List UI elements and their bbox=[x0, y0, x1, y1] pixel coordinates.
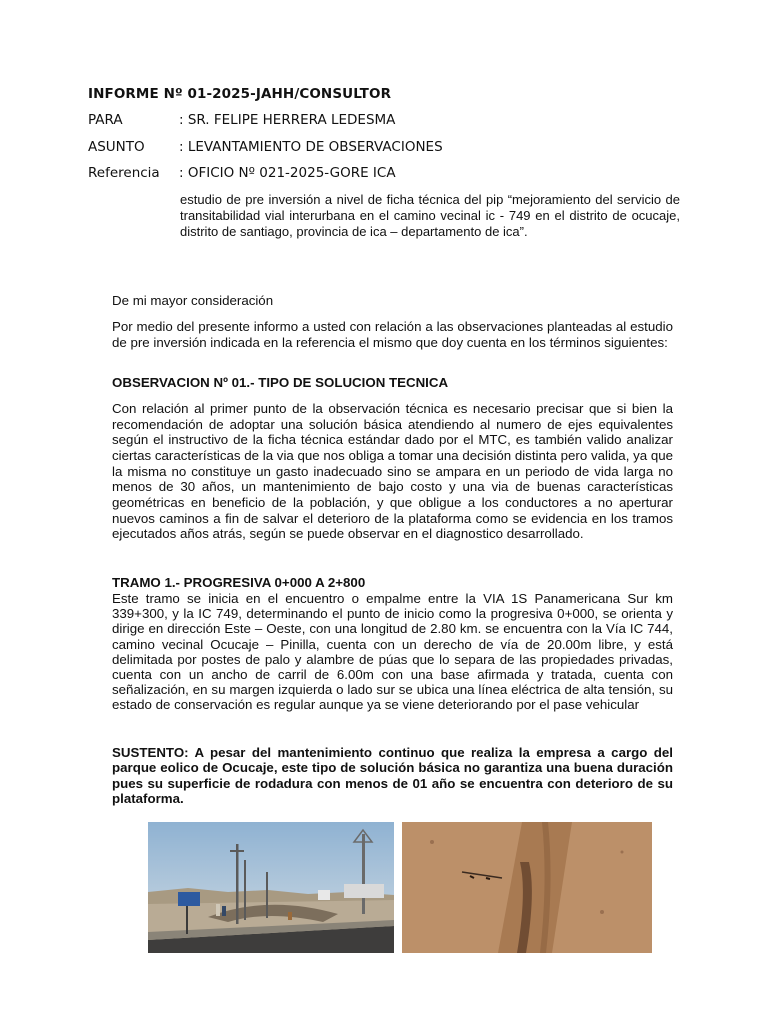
observation-paragraph: Con relación al primer punto de la observación técnica es necesario precisar que si bien la recomendación de adoptar una solución básica atendiendo al numero de ejes equivalentes según el instructivo de la ficha técnica estándar dado por el MTC, es también valido analizar ciertas características de la via que nos obliga a tomar una decisión distinta pero valida, ya que la misma no constituye un gasto inadecuado sino se ampara en un periodo de vida larga no menos de 30 años, un mantenimiento de bajo costo y una via de buenas características geométricas en beneficio de la población, y que obligue a los conductores a no aperturar nuevos caminos a fin de salvar el deterioro de la plataforma como se evidencia en los tramos ejecutados años atrás, según se puede observar en el diagnostico desarrollado. bbox=[112, 401, 674, 542]
asunto-label: ASUNTO bbox=[88, 139, 145, 155]
observation-heading: OBSERVACION Nº 01.- TIPO DE SOLUCION TECNICA bbox=[112, 375, 449, 390]
sustento-paragraph: SUSTENTO: A pesar del mantenimiento continuo que realiza la empresa a cargo del parque eolico de Ocucaje, este tipo de solución básica no garantiza una buena duración pues su superficie de rodadura con menos de 01 año se encuentra con deterioro de su plataforma. bbox=[112, 745, 673, 807]
referencia-description: estudio de pre inversión a nivel de ficha técnica del pip “mejoramiento del servicio de transitabilidad vial interurbana en el camino vecinal ic - 749 en el distrito de ocucaje, distrito de santiago, provincia de ica – departamento de ica”. bbox=[180, 192, 680, 240]
asunto-value: : LEVANTAMIENTO DE OBSERVACIONES bbox=[179, 139, 443, 155]
para-value: : SR. FELIPE HERRERA LEDESMA bbox=[179, 112, 396, 128]
referencia-value: : OFICIO Nº 021-2025-GORE ICA bbox=[179, 165, 396, 181]
referencia-label: Referencia bbox=[88, 165, 160, 181]
greeting: De mi mayor consideración bbox=[112, 293, 274, 308]
road-junction-photo bbox=[148, 822, 394, 953]
tramo-heading: TRAMO 1.- PROGRESIVA 0+000 A 2+800 bbox=[112, 575, 366, 590]
para-label: PARA bbox=[88, 112, 123, 128]
intro-paragraph: Por medio del presente informo a usted con relación a las observaciones planteadas al estudio de pre inversión indicada en la referencia el mismo que doy cuenta en los términos siguientes: bbox=[112, 319, 673, 350]
aerial-road-photo bbox=[402, 822, 652, 953]
tramo-paragraph: Este tramo se inicia en el encuentro o empalme entre la VIA 1S Panamericana Sur km 339+300, y la IC 749, determinando el punto de inicio como la progresiva 0+000, se orienta y dirige en dirección Este – Oeste, con una longitud de 2.80 km. se encuentra con la Vía IC 744, camino vecinal Ocucaje – Pinilla, cuenta con un derecho de vía de 20.00m libre, y está delimitada por postes de palo y alambre de púas que lo separa de las propiedades privadas, cuenta con un ancho de carril de 6.00m con una base afirmada y tratada, cuenta con señalización, en su margen izquierda o lado sur se ubica una línea eléctrica de alta tensión, su estado de conservación es regular aunque ya se viene deteriorando por el pase vehicular bbox=[112, 591, 673, 713]
report-title: INFORME Nº 01-2025-JAHH/CONSULTOR bbox=[88, 86, 392, 102]
